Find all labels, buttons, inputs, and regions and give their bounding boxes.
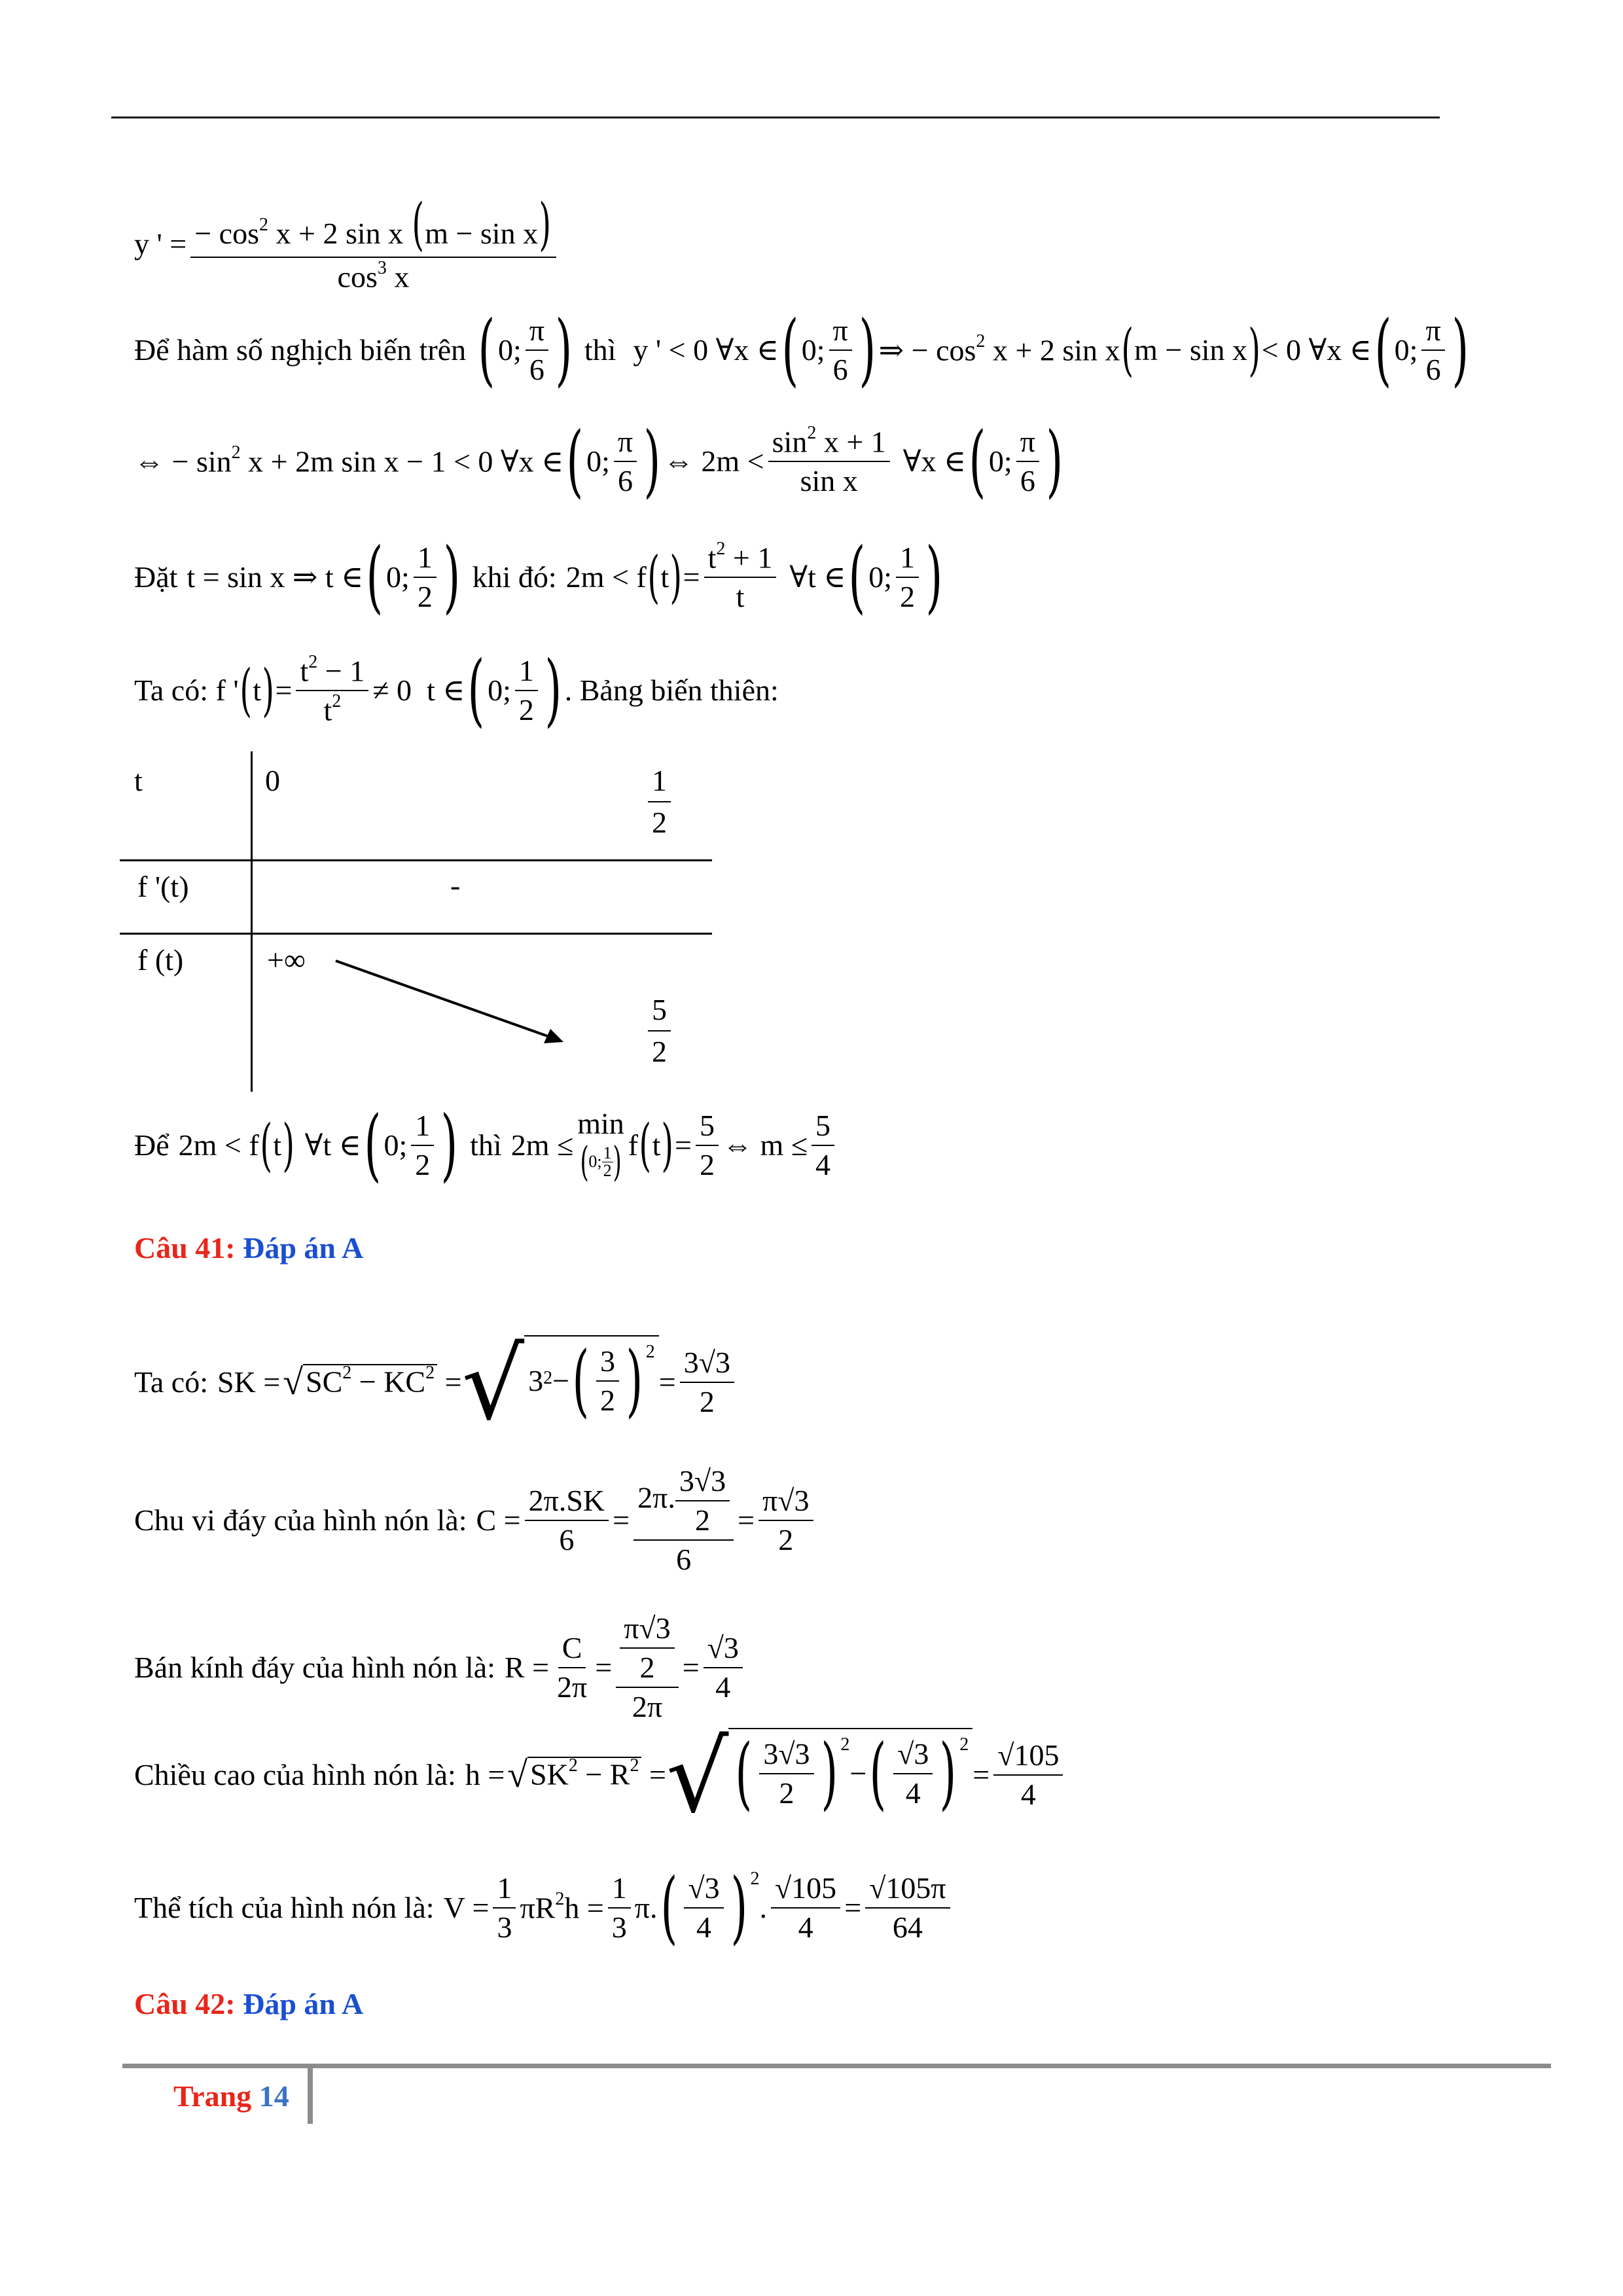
equation-substitution: Đặt t = sin x ⇒ t ∈ ( 0; $\frac{1}{2}$ ) khi đó: 2m < f ( t ) = $\frac{t^2 + 1}{t}$ ∀t ∈ ( 0; $\frac{1}{2}$ ) bbox=[134, 531, 943, 622]
equation-volume: Thể tích của hình nón là: V = $\frac{1}{3}$ $\pi R^2h$ = $\frac{1}{3}$ π. ( $\frac{√3}{4}$ ) $^2$ . $\frac{√105}{4}$ = $\frac{√105\pi}{64}$ bbox=[134, 1869, 954, 1947]
footer-divider bbox=[308, 2064, 313, 2124]
text-when: khi đó: bbox=[472, 560, 557, 594]
t-start: 0 bbox=[265, 764, 280, 797]
text-set: Đặt bbox=[134, 560, 178, 594]
equation-equivalent: ⇔ − $\sin^2 x + 2m$ sin x − 1 < 0 ∀x ∈ ( 0; $\frac{\pi}{6}$ ) ⇔ 2m < $\frac{\sin^2 x + 1}{\text{sin x}}$ ∀x ∈ ( 0; $\frac{\pi}{6}$ ) bbox=[134, 416, 1063, 507]
text-we-have: Ta có: bbox=[134, 673, 209, 707]
row-label-f-prime: f '(t) bbox=[137, 870, 189, 903]
equation-derivative: Ta có: f ' ( t ) = $\frac{t^2 - 1}{t^2}$ ≠ 0 t ∈ ( 0; $\frac{1}{2}$ ) . Bảng biến thiên: bbox=[134, 645, 779, 736]
text-then-2: thì bbox=[470, 1128, 502, 1162]
equation-radius: Bán kính đáy của hình nón là: R = $\frac{C}{2\pi}$ = $\frac{\frac{\pi√3}{2}}{2\pi}$ = $\frac{√3}{4}$ bbox=[134, 1613, 747, 1722]
page-label: Trang bbox=[173, 2079, 252, 2113]
text-radius: Bán kính đáy của hình nón là: bbox=[134, 1651, 495, 1684]
equation-y-prime: y ' = $\frac{- \cos^2 x + 2 \sin x (m - \sin x)}{\cos^3 x}$ bbox=[134, 196, 560, 292]
question-42-heading bbox=[134, 1986, 363, 2021]
q42-answer: Đáp án A bbox=[243, 1987, 364, 2020]
table-row-line-2 bbox=[120, 933, 712, 935]
header-rule bbox=[111, 117, 1440, 118]
row-label-t: t bbox=[134, 764, 143, 797]
text-height: Chiều cao của hình nón là: bbox=[134, 1758, 456, 1791]
text-ta-co: Ta có: bbox=[134, 1365, 209, 1399]
text-volume: Thể tích của hình nón là: bbox=[134, 1891, 435, 1924]
q42-label: Câu 42: bbox=[134, 1987, 236, 2020]
page-value: 14 bbox=[259, 2079, 289, 2113]
equation-sk: Ta có: SK = √ $SC^2 - KC^2$ = √ 3 $^2$ − ( $\frac{3}{2}$ ) $^2$ = $\frac{3√3}{2}$ bbox=[134, 1335, 738, 1429]
equation-perimeter: Chu vi đáy của hình nón là: C = $\frac{2\pi.SK}{6}$ = 2π. $\frac{3√3}{2}$ 6 = $\frac{\pi√3}{2}$ bbox=[134, 1466, 817, 1575]
text-table-caption: . Bảng biến thiên: bbox=[564, 673, 779, 707]
q41-label: Câu 41: bbox=[134, 1231, 236, 1265]
table-row-line-1 bbox=[120, 859, 712, 861]
derivative-sign: - bbox=[450, 869, 461, 902]
equation-conclusion: Để 2m < f ( t ) ∀t ∈ ( 0; $\frac{1}{2}$ ) thì 2m ≤ min ( 0; 1 2 ) f ( t ) = $\frac{5}{2}$ ⇔ m ≤ $\frac{5}{4}$ bbox=[134, 1106, 838, 1185]
text-perimeter: Chu vi đáy của hình nón là: bbox=[134, 1503, 467, 1537]
table-vertical-line bbox=[251, 751, 253, 1092]
page-number bbox=[173, 2079, 289, 2113]
text-monotonic: Để hàm số nghịch biến trên bbox=[134, 333, 467, 367]
equation-height: Chiều cao của hình nón là: h = √ $SK^2 - R^2$ = √ ( $\frac{3√3}{2}$ ) $^2$ − ( $\frac{√3}{4}$ ) $^2$ = $\frac{√105}{4}$ bbox=[134, 1728, 1067, 1822]
row-label-f: f (t) bbox=[137, 943, 184, 977]
decreasing-arrow bbox=[330, 956, 573, 1047]
q41-answer: Đáp án A bbox=[243, 1231, 364, 1265]
equation-condition: Để hàm số nghịch biến trên ( 0; $\frac{\pi}{6}$ ) thì y ' < 0 ∀x ∈ ( 0; $\frac{\pi}{6}$ ) ⇒ − $\cos^2 x + 2$ sin x ( m − sin x ) < 0 ∀x ∈ ( 0; $\frac{\pi}{6}$ ) bbox=[134, 304, 1469, 395]
text-conclude: Để bbox=[134, 1128, 169, 1162]
footer-rule bbox=[122, 2064, 1551, 2068]
f-end: 5 2 bbox=[648, 995, 671, 1067]
question-41-heading bbox=[134, 1230, 363, 1265]
t-end: 1 2 bbox=[648, 766, 671, 838]
f-start: +∞ bbox=[267, 943, 306, 977]
text-then: thì bbox=[584, 333, 616, 367]
